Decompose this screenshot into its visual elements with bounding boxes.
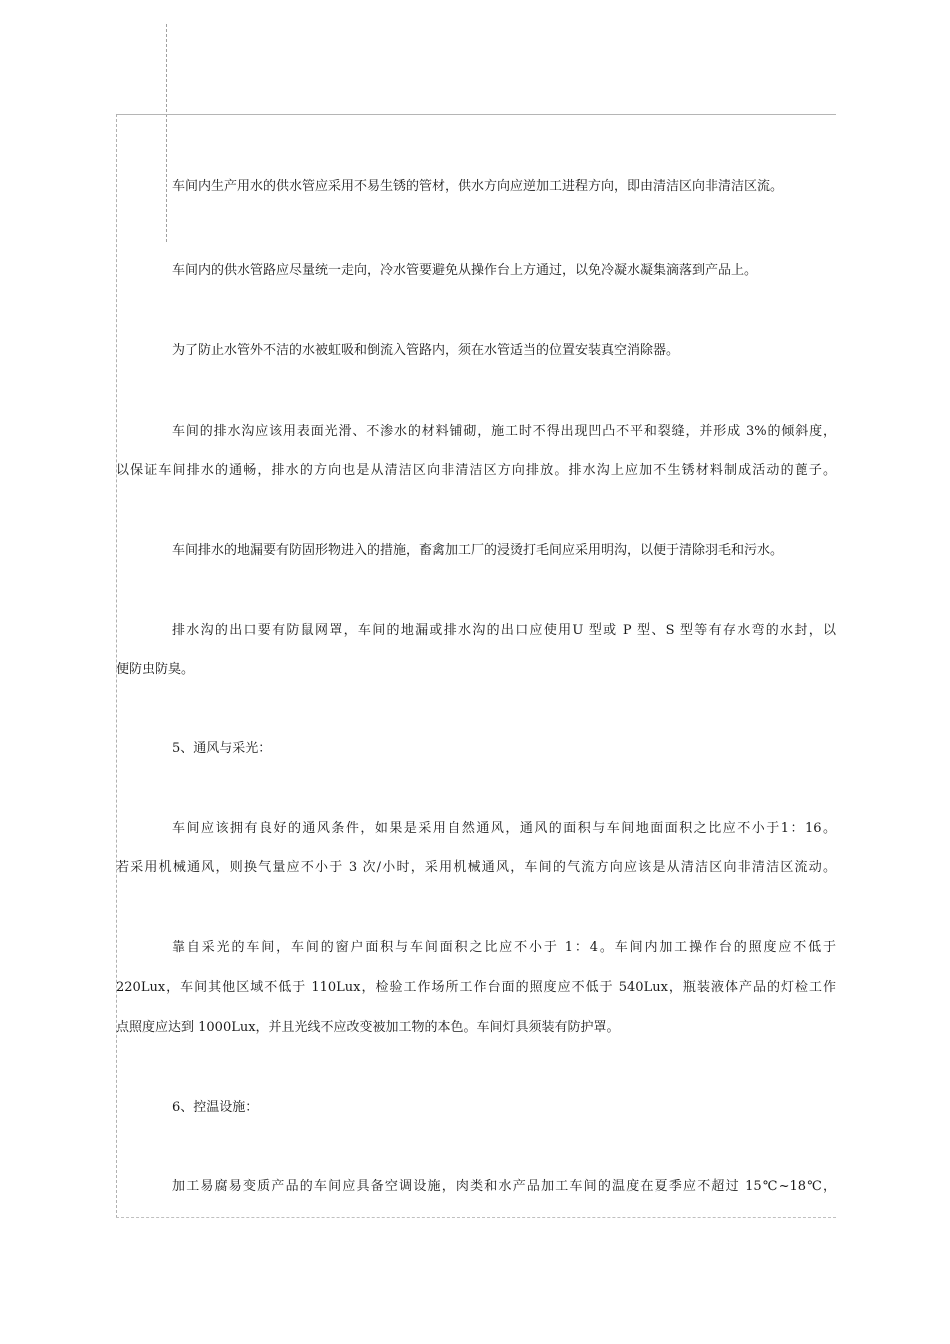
- paragraph-lighting-line-2: 220Lux，车间其他区域不低于 110Lux，检验工作场所工作台面的照度应不低于 540Lux，瓶装液体产品的灯检工作: [116, 980, 836, 995]
- section-heading-temperature-control: 6、控温设施：: [172, 1100, 259, 1115]
- paragraph-drainage-line-1: 车间的排水沟应该用表面光滑、不渗水的材料铺砌，施工时不得出现凹凸不平和裂缝，并形成 3%的倾斜度，: [172, 424, 836, 439]
- paragraph-drain-outlet-line-2: 便防虫防臭。: [116, 662, 195, 677]
- table-top-border: [116, 114, 836, 115]
- paragraph-water-pipe-routing: 车间内的供水管路应尽量统一走向，冷水管要避免从操作台上方通过，以免冷凝水凝集滴落到产品上。: [172, 263, 758, 278]
- paragraph-ventilation-line-2: 若采用机械通风，则换气量应不小于 3 次/小时，采用机械通风，车间的气流方向应该是从清洁区向非清洁区流动。: [116, 860, 836, 875]
- section-heading-ventilation-lighting: 5、通风与采光：: [172, 741, 272, 756]
- paragraph-lighting-line-1: 靠自采光的车间，车间的窗户面积与车间面积之比应不小于 1：4。车间内加工操作台的照度应不低于: [172, 940, 836, 955]
- paragraph-temperature-control: 加工易腐易变质产品的车间应具备空调设施，肉类和水产品加工车间的温度在夏季应不超过 15℃~18℃，: [172, 1179, 836, 1194]
- paragraph-water-pipe-material: 车间内生产用水的供水管应采用不易生锈的管材，供水方向应逆加工进程方向，即由清洁区向非清洁区流。: [172, 179, 784, 194]
- paragraph-drainage-line-2: 以保证车间排水的通畅，排水的方向也是从清洁区向非清洁区方向排放。排水沟上应加不生锈材料制成活动的蓖子。: [116, 463, 836, 478]
- paragraph-vacuum-breaker: 为了防止水管外不洁的水被虹吸和倒流入管路内，须在水管适当的位置安装真空消除器。: [172, 343, 680, 358]
- paragraph-drain-outlet-line-1: 排水沟的出口要有防鼠网罩，车间的地漏或排水沟的出口应使用U 型或 P 型、S 型等有存水弯的水封，以: [172, 623, 836, 638]
- paragraph-ventilation-line-1: 车间应该拥有良好的通风条件，如果是采用自然通风，通风的面积与车间地面面积之比应不小于1：16。: [172, 821, 836, 836]
- paragraph-lighting-line-3: 点照度应达到 1000Lux，并且光线不应改变被加工物的本色。车间灯具须装有防护罩。: [116, 1020, 620, 1035]
- margin-guide-line: [166, 24, 167, 242]
- table-bottom-border: [116, 1217, 836, 1218]
- paragraph-floor-drain: 车间排水的地漏要有防固形物进入的措施，畜禽加工厂的浸烫打毛间应采用明沟，以便于清除羽毛和污水。: [172, 543, 784, 558]
